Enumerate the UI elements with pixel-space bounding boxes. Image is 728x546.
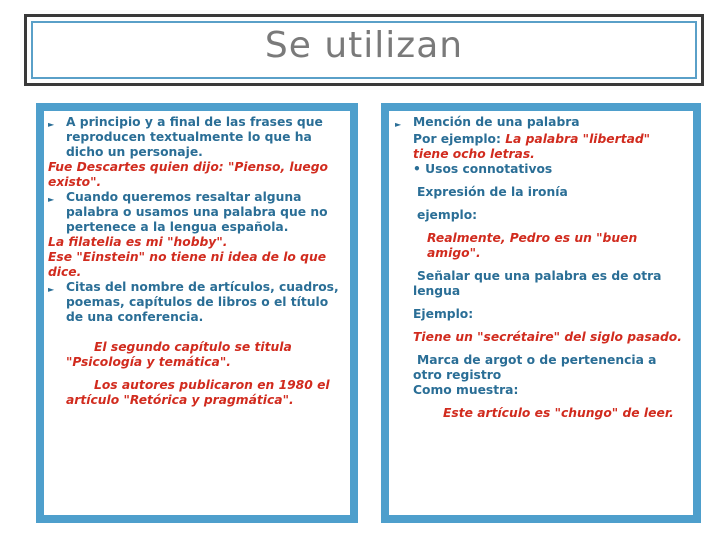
usage-text: Marca de argot o de pertenencia a otro registro <box>413 353 657 382</box>
bullet-text: Cuando queremos resaltar alguna palabra o usamos una palabra que no pertenece a la lengua española. <box>66 190 328 234</box>
list-item <box>48 190 346 235</box>
bullet-text: Mención de una palabra <box>413 115 580 129</box>
triangle-bullet-icon: ► <box>48 285 55 294</box>
right-panel <box>381 103 701 523</box>
title-frame <box>24 14 704 86</box>
example-label: Como muestra: <box>413 383 519 397</box>
example-text: Los autores publicaron en 1980 el artículo "Retórica y pragmática". <box>66 378 330 407</box>
example-text <box>48 160 346 190</box>
triangle-bullet-icon: ► <box>48 195 55 204</box>
bullet-text: Citas del nombre de artículos, cuadros, poemas, capítulos de libros o el título de una conferencia. <box>66 280 339 324</box>
sub-item-text: Usos connotativos <box>425 162 553 176</box>
usage-text: Señalar que una palabra es de otra lengua <box>413 269 662 298</box>
slide-title: Se utilizan <box>264 25 464 66</box>
example-text: Tiene un "secrétaire" del siglo pasado. <box>413 330 682 344</box>
list-item <box>395 115 687 132</box>
example-text: Ese "Einstein" no tiene ni idea de lo que dice. <box>48 250 327 279</box>
example-label: Por ejemplo: <box>413 132 501 146</box>
example-text: La palabra "libertad" tiene ocho letras. <box>413 132 651 161</box>
example-text: La filatelia es mi "hobby". <box>48 235 228 249</box>
example-label: Ejemplo: <box>413 307 474 321</box>
list-item <box>48 280 346 325</box>
sub-item <box>395 162 687 177</box>
example-line: Fue Descartes quien dijo: "Pienso, luego existo". <box>48 160 328 189</box>
example-line <box>395 132 687 162</box>
triangle-bullet-icon: ► <box>48 120 55 129</box>
example-label: ejemplo: <box>417 208 478 222</box>
example-text: Realmente, Pedro es un "buen amigo". <box>427 231 638 260</box>
example-text: El segundo capítulo se titula "Psicología y temática". <box>66 340 292 369</box>
example-text: Este artículo es "chungo" de leer. <box>443 406 674 420</box>
usage-text: Expresión de la ironía <box>417 185 568 199</box>
left-panel <box>36 103 358 523</box>
bullet-text: A principio y a final de las frases que reproducen textualmente lo que ha dicho un personaje. <box>66 115 323 159</box>
triangle-bullet-icon: ► <box>395 120 402 129</box>
right-panel-content <box>389 111 693 515</box>
dot-bullet-icon: • <box>413 162 421 176</box>
list-item <box>48 115 346 160</box>
left-panel-content <box>44 111 350 515</box>
